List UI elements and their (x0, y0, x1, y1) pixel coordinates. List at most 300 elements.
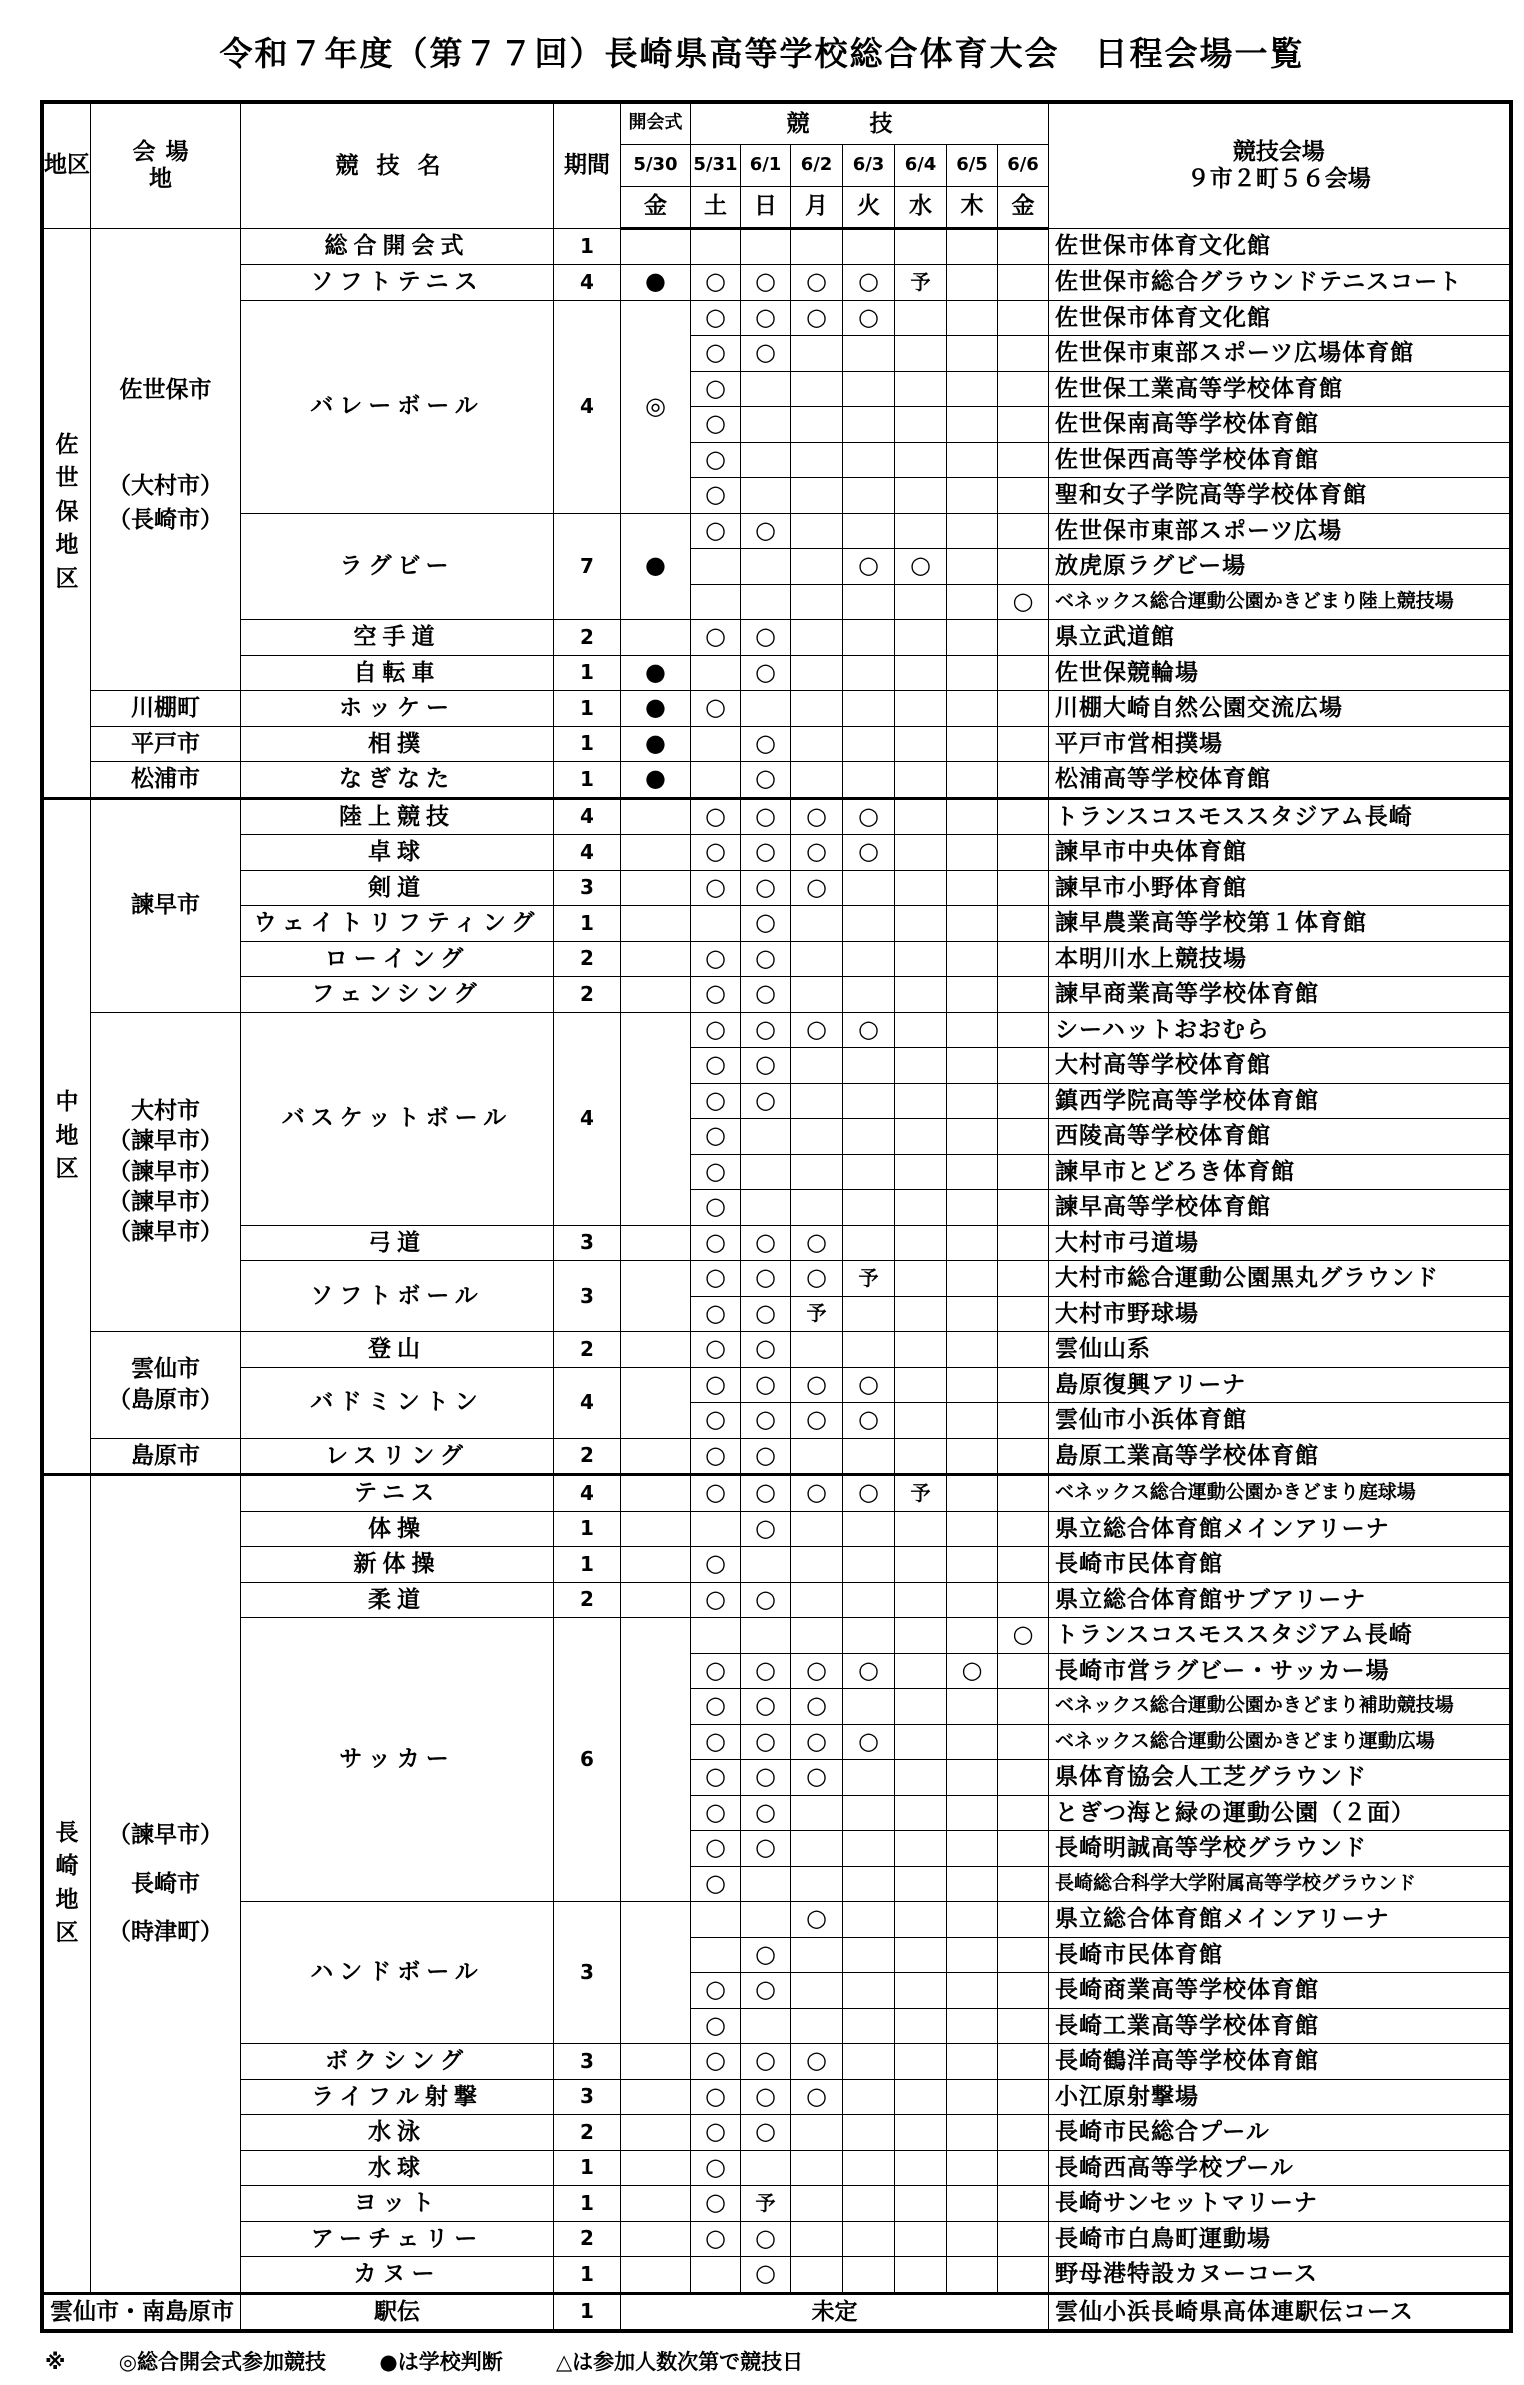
schedule-table (40, 100, 1513, 2333)
schedule-cell (947, 835, 998, 871)
venue-name: 雲仙山系 (1049, 1332, 1511, 1368)
day-6: 木 (947, 186, 998, 228)
schedule-cell (843, 407, 895, 443)
site-area-name: （大村市） (108, 473, 223, 500)
table-row (42, 1582, 1511, 1618)
opening-ceremony-mark: ● (621, 265, 691, 301)
schedule-cell: ○ (691, 1795, 741, 1831)
venue-name: 島原復興アリーナ (1049, 1367, 1511, 1403)
schedule-cell (947, 1689, 998, 1725)
date-0: 5/30 (621, 144, 691, 186)
schedule-cell: ○ (691, 371, 741, 407)
schedule-cell (947, 228, 998, 265)
sport-period: 4 (554, 300, 621, 513)
schedule-cell: ○ (691, 620, 741, 656)
footnote (45, 2346, 849, 2376)
district-name (56, 429, 79, 596)
sport-name: ラグビー (241, 513, 554, 620)
schedule-cell (998, 407, 1049, 443)
schedule-cell (895, 2186, 947, 2222)
district-cell (42, 1475, 91, 2294)
schedule-cell: ○ (741, 1937, 791, 1973)
schedule-cell (998, 726, 1049, 762)
page-title: 令和７年度（第７７回）長崎県高等学校総合体育大会 日程会場一覧 (219, 34, 1305, 73)
schedule-cell: 予 (791, 1296, 843, 1332)
schedule-cell: ○ (691, 1582, 741, 1618)
schedule-cell: ○ (741, 1367, 791, 1403)
schedule-cell (998, 300, 1049, 336)
schedule-cell (998, 1547, 1049, 1583)
sport-name: ソフトボール (241, 1261, 554, 1332)
schedule-cell (741, 442, 791, 478)
schedule-cell (895, 1653, 947, 1689)
sport-period: 1 (554, 906, 621, 942)
sport-period: 2 (554, 2115, 621, 2151)
opening-ceremony-mark (621, 835, 691, 871)
schedule-cell (843, 2257, 895, 2294)
day-4: 火 (843, 186, 895, 228)
sport-name: 相撲 (241, 726, 554, 762)
sport-name: 水泳 (241, 2115, 554, 2151)
schedule-cell: ○ (691, 1048, 741, 1084)
schedule-cell (843, 478, 895, 514)
sport-period: 1 (554, 1511, 621, 1547)
schedule-cell (998, 1154, 1049, 1190)
sport-period: 1 (554, 2150, 621, 2186)
schedule-cell (998, 906, 1049, 942)
table-row (42, 655, 1511, 691)
venue-name: 長崎商業高等学校体育館 (1049, 1973, 1511, 2009)
opening-ceremony-mark (621, 228, 691, 265)
schedule-cell: ○ (843, 1403, 895, 1439)
schedule-cell (843, 2008, 895, 2044)
schedule-cell: ○ (691, 513, 741, 549)
venue-name: 平戸市営相撲場 (1049, 726, 1511, 762)
schedule-cell (691, 1618, 741, 1654)
venue-name: 県立総合体育館メインアリーナ (1049, 1511, 1511, 1547)
schedule-cell (895, 870, 947, 906)
sport-period: 2 (554, 1332, 621, 1368)
schedule-cell (791, 1973, 843, 2009)
schedule-cell (843, 371, 895, 407)
sport-name: 陸上競技 (241, 798, 554, 835)
venue-name: 松浦高等学校体育館 (1049, 762, 1511, 799)
schedule-cell (791, 655, 843, 691)
sport-period: 1 (554, 2293, 621, 2331)
sport-name: ハンドボール (241, 1902, 554, 2044)
schedule-cell: ○ (791, 835, 843, 871)
sport-name: ホッケー (241, 691, 554, 727)
schedule-cell (998, 1296, 1049, 1332)
site-area-name: 雲仙市 (131, 1356, 200, 1383)
sport-name: ウェイトリフティング (241, 906, 554, 942)
schedule-cell (998, 2079, 1049, 2115)
date-2: 6/1 (741, 144, 791, 186)
opening-ceremony-mark (621, 2115, 691, 2151)
schedule-cell (895, 798, 947, 835)
opening-ceremony-mark (621, 1902, 691, 2044)
schedule-cell (947, 336, 998, 372)
site-area-name: 川棚町 (131, 695, 200, 722)
schedule-cell (947, 870, 998, 906)
sport-period: 6 (554, 1618, 621, 1902)
schedule-cell (947, 1261, 998, 1297)
schedule-cell (691, 584, 741, 620)
schedule-cell (843, 2221, 895, 2257)
sport-name: 空手道 (241, 620, 554, 656)
schedule-cell: ○ (691, 870, 741, 906)
schedule-cell (947, 906, 998, 942)
schedule-cell (998, 228, 1049, 265)
schedule-cell (947, 1403, 998, 1439)
date-3: 6/2 (791, 144, 843, 186)
schedule-cell (998, 336, 1049, 372)
venue-name: 諫早市小野体育館 (1049, 870, 1511, 906)
schedule-cell (691, 549, 741, 585)
schedule-cell: ○ (691, 265, 741, 301)
schedule-cell: ○ (741, 1438, 791, 1475)
schedule-cell: ○ (691, 1831, 741, 1867)
schedule-cell: ○ (741, 2257, 791, 2294)
schedule-cell: ○ (691, 1154, 741, 1190)
schedule-cell (895, 1724, 947, 1760)
schedule-cell: ○ (741, 726, 791, 762)
district-char: 区 (55, 565, 79, 592)
schedule-cell (998, 1012, 1049, 1048)
opening-ceremony-mark (621, 906, 691, 942)
schedule-cell (998, 835, 1049, 871)
schedule-cell (998, 442, 1049, 478)
district-char: 地 (55, 532, 79, 559)
table-row (42, 1547, 1511, 1583)
sport-name: ローイング (241, 941, 554, 977)
table-row (42, 762, 1511, 799)
schedule-cell (843, 442, 895, 478)
venue-name: 佐世保市体育文化館 (1049, 300, 1511, 336)
table-row (42, 977, 1511, 1013)
schedule-cell (895, 941, 947, 977)
schedule-cell (947, 371, 998, 407)
schedule-cell: ○ (998, 584, 1049, 620)
day-3: 月 (791, 186, 843, 228)
schedule-cell (998, 941, 1049, 977)
schedule-cell: ○ (947, 1653, 998, 1689)
table-row (42, 726, 1511, 762)
schedule-cell: ○ (691, 1225, 741, 1261)
schedule-cell (947, 1511, 998, 1547)
opening-ceremony-mark (621, 1475, 691, 1512)
schedule-cell: ○ (741, 1403, 791, 1439)
schedule-cell (947, 1760, 998, 1796)
schedule-cell (791, 513, 843, 549)
venue-name: とぎつ海と緑の運動公園（２面） (1049, 1795, 1511, 1831)
schedule-cell (947, 1332, 998, 1368)
schedule-cell (895, 1582, 947, 1618)
schedule-cell (998, 1724, 1049, 1760)
schedule-cell (895, 1154, 947, 1190)
schedule-cell (947, 1190, 998, 1226)
site-area-name: 平戸市 (131, 730, 200, 757)
sport-period: 2 (554, 941, 621, 977)
sport-name: テニス (241, 1475, 554, 1512)
district-name (56, 1086, 79, 1186)
schedule-cell (741, 2150, 791, 2186)
venue-name: 諫早農業高等学校第１体育館 (1049, 906, 1511, 942)
schedule-cell (947, 584, 998, 620)
schedule-cell (895, 478, 947, 514)
venue-name: 佐世保市体育文化館 (1049, 228, 1511, 265)
schedule-cell: ○ (791, 1902, 843, 1938)
schedule-cell (895, 584, 947, 620)
sport-name: 弓道 (241, 1225, 554, 1261)
sport-name: 卓球 (241, 835, 554, 871)
schedule-cell (843, 1795, 895, 1831)
district-cell (42, 228, 91, 798)
schedule-cell: ○ (691, 407, 741, 443)
venue-name: 長崎鶴洋高等学校体育館 (1049, 2044, 1511, 2080)
schedule-cell (895, 1760, 947, 1796)
schedule-cell (791, 407, 843, 443)
schedule-cell: 予 (843, 1261, 895, 1297)
schedule-cell (947, 407, 998, 443)
schedule-cell: ○ (791, 798, 843, 835)
schedule-cell: ○ (741, 1225, 791, 1261)
schedule-cell (947, 1618, 998, 1654)
schedule-cell (791, 1618, 843, 1654)
schedule-cell: ○ (741, 300, 791, 336)
schedule-cell (947, 1866, 998, 1902)
venue-name: 佐世保市東部スポーツ広場体育館 (1049, 336, 1511, 372)
sport-period: 1 (554, 2186, 621, 2222)
schedule-cell (791, 1831, 843, 1867)
schedule-cell (998, 2008, 1049, 2044)
opening-ceremony-mark (621, 2257, 691, 2294)
schedule-cell (691, 1937, 741, 1973)
schedule-cell (843, 1547, 895, 1583)
schedule-cell (998, 1261, 1049, 1297)
schedule-cell: ○ (791, 1724, 843, 1760)
schedule-cell (998, 1048, 1049, 1084)
venue-name: 佐世保競輪場 (1049, 655, 1511, 691)
schedule-cell: ○ (741, 1689, 791, 1725)
opening-ceremony-mark (621, 2079, 691, 2115)
footnote-mark: ※ (45, 2350, 66, 2374)
schedule-cell (998, 1831, 1049, 1867)
opening-ceremony-mark (621, 2221, 691, 2257)
schedule-cell (895, 1119, 947, 1155)
header-period: 期間 (554, 102, 621, 228)
day-0: 金 (621, 186, 691, 228)
site-area-cell (91, 798, 241, 1012)
footnote-item-opening: ◎総合開会式参加競技 (118, 2350, 327, 2374)
table-row (42, 1511, 1511, 1547)
district-char: 崎 (55, 1853, 79, 1880)
schedule-cell (895, 835, 947, 871)
table-row (42, 835, 1511, 871)
venue-name: 諫早高等学校体育館 (1049, 1190, 1511, 1226)
schedule-cell (947, 549, 998, 585)
venue-name: 野母港特設カヌーコース (1049, 2257, 1511, 2294)
venue-name: ベネックス総合運動公園かきどまり運動広場 (1049, 1724, 1511, 1760)
schedule-cell (843, 1225, 895, 1261)
schedule-cell: ○ (691, 2008, 741, 2044)
schedule-cell: ○ (691, 1547, 741, 1583)
schedule-cell: ○ (741, 798, 791, 835)
schedule-cell (998, 2257, 1049, 2294)
table-row (42, 2186, 1511, 2222)
sport-period: 1 (554, 228, 621, 265)
schedule-cell (843, 1973, 895, 2009)
sport-period: 3 (554, 1261, 621, 1332)
schedule-cell (895, 1902, 947, 1938)
district-char: 中 (55, 1089, 79, 1116)
schedule-cell (791, 2115, 843, 2151)
schedule-cell (741, 407, 791, 443)
site-area-cell (91, 1012, 241, 1332)
site-area-name: 松浦市 (131, 766, 200, 793)
schedule-cell (895, 655, 947, 691)
schedule-cell (947, 2115, 998, 2151)
schedule-cell (895, 691, 947, 727)
schedule-cell (843, 1760, 895, 1796)
venue-name: 佐世保西高等学校体育館 (1049, 442, 1511, 478)
sport-period: 4 (554, 1012, 621, 1225)
schedule-cell (843, 620, 895, 656)
day-2: 日 (741, 186, 791, 228)
header-site-area: 会場地 (91, 102, 241, 228)
schedule-cell (895, 1190, 947, 1226)
schedule-cell: ○ (741, 2079, 791, 2115)
schedule-cell (843, 336, 895, 372)
schedule-cell (791, 620, 843, 656)
schedule-cell: ○ (691, 300, 741, 336)
schedule-cell (791, 1119, 843, 1155)
schedule-cell (843, 1866, 895, 1902)
schedule-cell: ○ (691, 1973, 741, 2009)
schedule-cell: ○ (843, 300, 895, 336)
schedule-cell: ○ (741, 1511, 791, 1547)
schedule-cell (947, 1048, 998, 1084)
schedule-cell: ○ (741, 2221, 791, 2257)
schedule-cell: ○ (843, 1367, 895, 1403)
schedule-cell (895, 1866, 947, 1902)
schedule-cell (791, 1332, 843, 1368)
schedule-cell (998, 1760, 1049, 1796)
table-row (42, 1902, 1511, 1938)
schedule-cell: ○ (791, 300, 843, 336)
schedule-cell (843, 584, 895, 620)
schedule-cell (791, 2257, 843, 2294)
sport-name: なぎなた (241, 762, 554, 799)
schedule-cell (947, 2186, 998, 2222)
schedule-cell (998, 691, 1049, 727)
schedule-cell (998, 478, 1049, 514)
schedule-cell (895, 300, 947, 336)
schedule-cell: ○ (691, 1332, 741, 1368)
sport-period: 1 (554, 1547, 621, 1583)
date-1: 5/31 (691, 144, 741, 186)
sport-name: 自転車 (241, 655, 554, 691)
schedule-cell: ○ (691, 1012, 741, 1048)
venue-name: 長崎工業高等学校体育館 (1049, 2008, 1511, 2044)
schedule-cell (947, 726, 998, 762)
sport-period: 2 (554, 1582, 621, 1618)
schedule-cell (843, 1332, 895, 1368)
schedule-cell (843, 691, 895, 727)
schedule-cell: ○ (691, 1724, 741, 1760)
table-row (42, 691, 1511, 727)
schedule-cell: ○ (741, 336, 791, 372)
schedule-cell: ○ (691, 2079, 741, 2115)
venue-name: 長崎サンセットマリーナ (1049, 2186, 1511, 2222)
schedule-cell: ○ (691, 1653, 741, 1689)
schedule-cell: ○ (741, 941, 791, 977)
opening-ceremony-mark (621, 1012, 691, 1225)
sport-period: 3 (554, 2044, 621, 2080)
schedule-cell (895, 2008, 947, 2044)
opening-ceremony-mark (621, 1438, 691, 1475)
opening-ceremony-mark (621, 620, 691, 656)
schedule-cell: ○ (741, 977, 791, 1013)
schedule-cell: 予 (741, 2186, 791, 2222)
venue-name: 諫早市中央体育館 (1049, 835, 1511, 871)
district-char: 保 (55, 498, 79, 525)
schedule-cell (741, 549, 791, 585)
schedule-cell: ○ (691, 1083, 741, 1119)
opening-ceremony-mark (621, 1547, 691, 1583)
schedule-cell (895, 1438, 947, 1475)
site-area-cell (91, 726, 241, 762)
schedule-cell: ○ (691, 1367, 741, 1403)
venue-name: ベネックス総合運動公園かきどまり庭球場 (1049, 1475, 1511, 1512)
schedule-cell: ○ (741, 1582, 791, 1618)
sport-name: 水球 (241, 2150, 554, 2186)
sport-period: 1 (554, 691, 621, 727)
district-char: 地 (55, 1122, 79, 1149)
schedule-cell (791, 549, 843, 585)
opening-ceremony-mark: ● (621, 513, 691, 620)
schedule-cell (895, 726, 947, 762)
site-area-cell (91, 1438, 241, 1475)
sport-name: 体操 (241, 1511, 554, 1547)
header-district: 地区 (42, 102, 91, 228)
schedule-cell (947, 941, 998, 977)
sport-name: 登山 (241, 1332, 554, 1368)
schedule-cell: ○ (691, 1760, 741, 1796)
schedule-cell (895, 228, 947, 265)
schedule-cell (947, 655, 998, 691)
schedule-cell (947, 1296, 998, 1332)
venue-name: 長崎市民体育館 (1049, 1937, 1511, 1973)
schedule-cell (947, 1547, 998, 1583)
site-area-name: （時津町） (108, 1918, 223, 1945)
schedule-cell (947, 1119, 998, 1155)
venue-name: 長崎市営ラグビー・サッカー場 (1049, 1653, 1511, 1689)
table-row (42, 300, 1511, 336)
schedule-cell (843, 1190, 895, 1226)
schedule-cell: ○ (843, 1653, 895, 1689)
schedule-cell: ○ (741, 1653, 791, 1689)
site-area-name: （長崎市） (108, 507, 223, 534)
venue-name: 諫早市とどろき体育館 (1049, 1154, 1511, 1190)
district-char: 区 (55, 1155, 79, 1182)
venue-name: 本明川水上競技場 (1049, 941, 1511, 977)
table-row (42, 1332, 1511, 1368)
schedule-cell: ○ (741, 620, 791, 656)
table-row (42, 798, 1511, 835)
schedule-cell (998, 1190, 1049, 1226)
table-row (42, 906, 1511, 942)
